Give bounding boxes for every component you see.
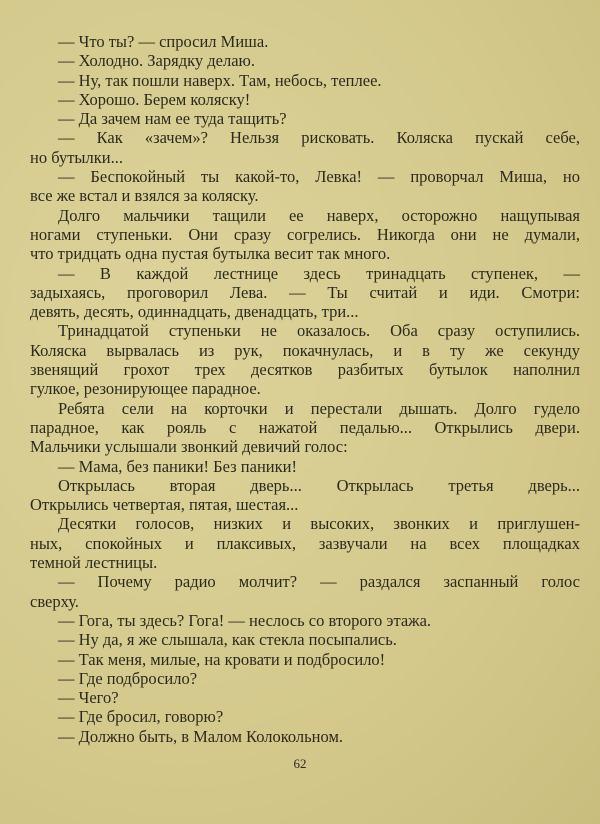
text-line: — Ну, так пошли наверх. Там, небось, теплее. <box>58 70 382 90</box>
paragraph <box>30 399 580 457</box>
text-line: — Должно быть, в Малом Колокольном. <box>58 726 344 746</box>
paragraph <box>30 514 580 572</box>
paragraph <box>30 90 580 109</box>
paragraph <box>30 727 580 746</box>
paragraph <box>30 630 580 649</box>
paragraph <box>30 32 580 51</box>
paragraph <box>30 51 580 70</box>
text-line: — Что ты? — спросил Миша. <box>58 32 269 51</box>
paragraph <box>30 167 580 206</box>
text-line: — В каждой лестнице здесь тринадцать ступенек, — <box>58 263 580 283</box>
paragraph <box>30 688 580 707</box>
text-line: Открылась вторая дверь... Открылась третья дверь... <box>58 475 580 495</box>
text-line: — Ну да, я же слышала, как стекла посыпались. <box>58 630 397 650</box>
text-line: Десятки голосов, низких и высоких, звонких и приглушен- <box>58 514 580 534</box>
text-line: темной лестницы. <box>30 553 158 573</box>
text-line: что тридцать одна пустая бутылка весит так много. <box>30 244 391 264</box>
text-line: — Так меня, милые, на кровати и подбросило! <box>58 649 386 669</box>
text-line: но бутылки... <box>30 147 123 167</box>
text-line: — Мама, без паники! Без паники! <box>58 456 297 476</box>
text-line: — Где подбросило? <box>58 668 198 688</box>
paragraph <box>30 611 580 630</box>
text-line: — Как «зачем»? Нельзя рисковать. Коляска пускай себе, <box>58 128 580 148</box>
page-number: 62 <box>293 756 307 771</box>
paragraph <box>30 572 580 611</box>
text-line: Тринадцатой ступеньки не оказалось. Оба сразу оступились. <box>58 321 580 341</box>
paragraph <box>30 321 580 398</box>
text-line: Мальчики услышали звонкий девичий голос: <box>30 437 348 457</box>
text-line: Открылись четвертая, пятая, шестая... <box>30 495 299 515</box>
text-line: ных, спокойных и плаксивых, зазвучали на всех площадках <box>30 533 580 553</box>
text-line: — Чего? <box>58 688 119 708</box>
paragraph <box>30 128 580 167</box>
paragraph <box>30 109 580 128</box>
text-line: Долго мальчики тащили ее наверх, осторожно нащупывая <box>58 205 580 225</box>
paragraph <box>30 457 580 476</box>
text-line: — Где бросил, говорю? <box>58 707 224 727</box>
paragraph <box>30 707 580 726</box>
paragraph <box>30 71 580 90</box>
text-line: все же встал и взялся за коляску. <box>30 186 259 206</box>
paragraph <box>30 206 580 264</box>
text-line: сверху. <box>30 591 79 611</box>
text-line: — Гога, ты здесь? Гога! — неслось со второго этажа. <box>58 610 432 630</box>
text-line: девять, десять, одиннадцать, двенадцать, три... <box>30 302 359 322</box>
text-line: звенящий грохот трех десятков разбитых бутылок наполнил <box>30 360 580 380</box>
text-line: гулкое, резонирующее парадное. <box>30 379 261 399</box>
text-line: — Хорошо. Берем коляску! <box>58 89 251 109</box>
text-line: — Почему радио молчит? — раздался заспанный голос <box>58 572 580 592</box>
page-body <box>30 32 580 746</box>
text-line: Ребята сели на корточки и перестали дышать. Долго гудело <box>58 398 580 418</box>
text-line: парадное, как рояль с нажатой педалью... Открылись двери. <box>30 417 580 437</box>
text-line: Коляска вырвалась из рук, покачнулась, и в ту же секунду <box>30 340 580 360</box>
text-line: задыхаясь, проговорил Лева. — Ты считай и иди. Смотри: <box>30 282 580 302</box>
paragraph <box>30 476 580 515</box>
paragraph <box>30 669 580 688</box>
text-line: ногами ступеньки. Они сразу согрелись. Никогда они не думали, <box>30 224 580 244</box>
paragraph <box>30 650 580 669</box>
text-line: — Беспокойный ты какой-то, Левка! — проворчал Миша, но <box>58 167 580 187</box>
text-line: — Да зачем нам ее туда тащить? <box>58 109 287 129</box>
text-line: — Холодно. Зарядку делаю. <box>58 51 255 71</box>
paragraph <box>30 264 580 322</box>
